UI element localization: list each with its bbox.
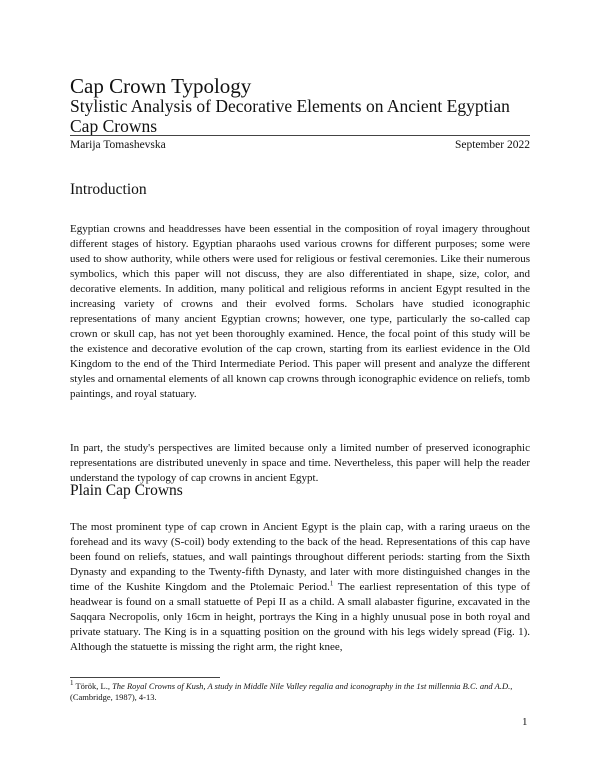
section-heading-introduction: Introduction [70,181,147,198]
author-date-row [70,135,530,152]
paper-subtitle: Stylistic Analysis of Decorative Elements on Ancient Egyptian Cap Crowns [70,96,510,136]
page-number: 1 [522,716,528,728]
introduction-paragraph-2: In part, the study's perspectives are limited because only a limited number of preserved iconographic representations are distributed unevenly in space and time. Nevertheless, this paper will help the reader understand the typology of cap crowns in ancient Egypt. [70,442,530,484]
author-name: Marija Tomashevska [70,139,166,151]
paper-title: Cap Crown Typology [70,74,252,98]
section-heading-plain-cap-crowns: Plain Cap Crowns [70,482,183,499]
footnote-1 [70,681,530,703]
introduction-paragraph-1: Egyptian crowns and headdresses have been essential in the composition of royal imagery throughout different stages of history. Egyptian pharaohs used various crowns for different purposes; some were used to show authority, while others were used for religious or festival ceremonies. Like their numerous symbolics, which this paper will not discuss, they are also differentiated in shape, size, color, and decorative elements. In addition, many political and religious reforms in ancient Egypt resulted in the increasing variety of crowns and their evolved forms. Scholars have studied iconographic representations of many ancient Egyptian crowns; however, one type, particularly the so-called cap crown or skull cap, has not yet been thoroughly examined. Hence, the focal point of this study will be the existence and decorative evolution of the cap crown, starting from its earliest evidence in the Old Kingdom to the end of the Third Intermediate Period. This paper will present and analyze the different styles and ornamental elements of all known cap crowns through iconographic evidence on reliefs, tomb paintings, and royal statuary. [70,223,530,400]
footnote-marker: 1 [70,679,74,688]
footnote-book-title: The Royal Crowns of Kush, A study in Middle Nile Valley regalia and iconography in the 1st millennia B.C. and A.D. [112,681,511,691]
footnote-reference[interactable]: 1 [329,579,334,588]
footnote-details: , (Cambridge, 1987), 4-13. [70,681,513,702]
plain-cap-paragraph [70,520,530,655]
footnote-author: Török, L., [75,681,113,691]
plain-cap-text-before-note: The most prominent type of cap crown in Ancient Egypt is the plain cap, with a raring uraeus on the forehead and its wavy (S-coil) body extending to the back of the head. Representations of this cap have been found on reliefs, statues, and wall paintings throughout different periods: starting from the Sixth Dynasty and expanding to the Twenty-fifth Dynasty, and later with more distinguished changes in the time of the Kushite Kingdom and the Ptolemaic Period. [70,521,530,593]
publication-date: September 2022 [454,139,530,151]
plain-cap-text-after-note: The earliest representation of this type of headwear is found on a small statuette of Pepi II as a child. A small alabaster figurine, excavated in the Saqqara Necropolis, only 16cm in height, portrays the King in a highly unusual pose in both royal and private statuary. The King is in a squatting position on the ground with his legs widely spread (Fig. 1). Although the statuette is missing the right arm, the right knee, [70,581,530,653]
footnote-divider [70,677,220,678]
